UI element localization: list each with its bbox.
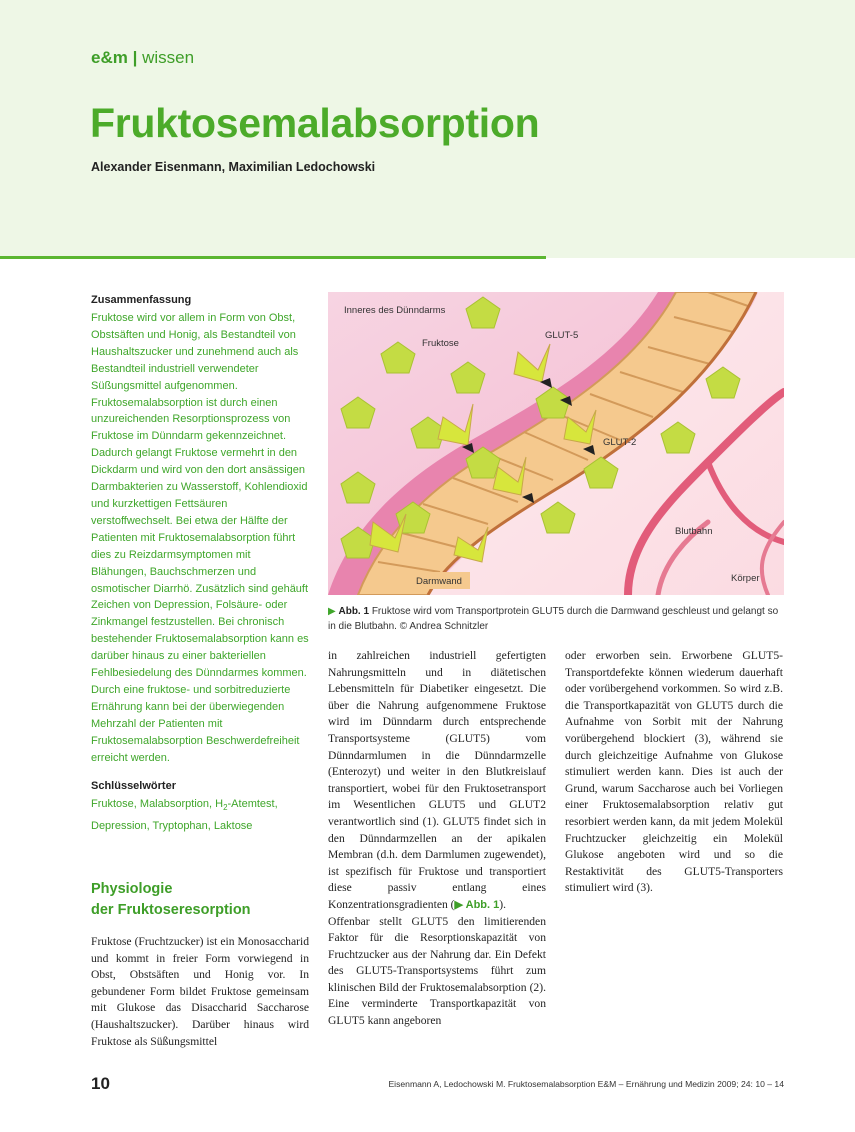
header-rule [0, 256, 546, 259]
figure-1 [328, 292, 784, 595]
label-fructose: Fruktose [422, 338, 459, 349]
figure-reference-link[interactable]: ▶ Abb. 1 [454, 898, 500, 911]
body-paragraph: Fruktose (Fruchtzucker) ist ein Monosaccharid und kommt in freier Form vorwiegend in Obst, Obstsäften und Honig vor. In gebundener Form bildet Fruktose gemeinsam mit Glukose das Disaccharid Saccharose (Haushaltszucker). Darüber hinaus wird Fruktose als Süßungsmittel [91, 935, 309, 1048]
body-text-span: ). [499, 897, 507, 911]
label-wall: Darmwand [416, 576, 462, 587]
keywords-part-2: -Atemtest, Depression, Tryptophan, Laktose [91, 798, 278, 832]
label-body: Körper [731, 573, 760, 584]
body-column-2 [328, 648, 546, 1030]
article-authors: Alexander Eisenmann, Maximilian Ledochowski [91, 160, 376, 174]
label-glut5: GLUT-5 [545, 330, 579, 341]
footer-citation: Eisenmann A, Ledochowski M. Fruktosemalabsorption E&M – Ernährung und Medizin 2009; 24: 10 – 14 [388, 1079, 784, 1089]
caption-text: Fruktose wird vom Transportprotein GLUT5 durch die Darmwand geschleust und gelangt so in die Blutbahn. © Andrea Schnitzler [328, 606, 779, 632]
section-separator: | [132, 48, 138, 67]
body-paragraph: Offenbar stellt GLUT5 den limitierenden Faktor für die Resorptionskapazität von Fruchtzucker aus der Nahrung dar. Ein Defekt des GLUT5-Transportsystems führt zum klinischen Bild der Fruktosemalabsorption (2). Eine verminderte Transportkapazität von GLUT5 kann angeboren [328, 914, 546, 1028]
label-blood: Blutbahn [675, 526, 713, 537]
summary-heading: Zusammenfassung [91, 294, 192, 306]
intestine-illustration [328, 292, 784, 595]
body-column-3 [565, 648, 783, 897]
keywords-part-1: Fruktose, Malabsorption, H [91, 798, 224, 811]
article-title: Fruktosemalabsorption [90, 100, 540, 146]
section-heading [91, 879, 311, 921]
abstract-column [91, 294, 309, 834]
caption-label: Abb. 1 [338, 606, 370, 617]
summary-text: Fruktose wird vor allem in Form von Obst, Obstsäften und Honig, als Bestandteil von Haushaltszucker und zunehmend auch als Bestandteil industriell verwendeter Süßungsmittel aufgenommen. Fruktosemalabsorption ist durch einen unzureichenden Resorptionsprozess von Fruktose im Dünndarm gekennzeichnet. Dadurch gelangt Fruktose vermehrt in den Dickdarm und wird von den dort ansässigen Darmbakterien zu Wasserstoff, Kohlendioxid und kurzkettigen Fettsäuren verstoffwechselt. Bei etwa der Hälfte der Patienten mit Fruktosemalabsorption führt dies zu Reizdarmsymptomen mit Blähungen, Bauchschmerzen und osmotischer Diarrhö. Zusätzlich sind gehäuft Zeichen von Depression, Folsäure- oder Zinkmangel festzustellen. Bei chronisch bestehender Fruktosemalabsorption kann es darüber hinaus zu einer bakteriellen Fehlbesiedelung des Dünndarmes kommen. Durch eine fruktose- und sorbitreduzierte Ernährung kann bei der überwiegenden Mehrzahl der Patienten mit Fruktosemalabsorption Beschwerdefreiheit erreicht werden. [91, 312, 309, 764]
label-lumen: Inneres des Dünndarms [344, 305, 446, 316]
section-heading-line-1: Physiologie [91, 881, 173, 897]
keywords-subscript: 2 [223, 803, 228, 813]
label-glut2: GLUT-2 [603, 437, 637, 448]
keywords-text [91, 796, 309, 834]
section-name: wissen [142, 48, 195, 67]
journal-brand: e&m [91, 48, 128, 67]
page-number: 10 [91, 1074, 110, 1093]
figure-caption [328, 604, 784, 634]
section-heading-line-2: der Fruktoseresorption [91, 902, 251, 918]
body-paragraph: oder erworben sein. Erworbene GLUT5-Transportdefekte können wiederum dauerhaft oder vorübergehend vorkommen. So wird z.B. die Transportkapazität von GLUT5 durch die Aufnahme von Sorbit mit der Nahrung vorübergehend blockiert (3), während sie durch gleichzeitige Aufnahme von Glukose stimuliert werden kann. Dies ist auch der Grund, warum Saccharose auch bei Vorliegen einer Fruktosemalabsorption relativ gut resorbiert werden kann, da mit jedem Molekül Fruchtzucker gleichzeitig ein Molekül Glukose angeboten wird und so die Restaktivität des GLUT5-Transporters stimuliert wird (3). [565, 649, 783, 895]
body-paragraph [328, 648, 546, 914]
keywords-heading: Schlüsselwörter [91, 780, 176, 793]
caption-marker: ▶ [328, 606, 336, 617]
body-column-1 [91, 934, 309, 1050]
body-text-span: in zahlreichen industriell gefertigten Nahrungsmitteln und in diätetischen Lebensmitteln für Diabetiker eingesetzt. Die über die Nahrung aufgenommene Fruktose wird im Dünndarm durch entsprechende Transportsysteme (GLUT5) vom Dünndarmlumen in die Dünndarmzelle (Enterozyt) und weiter in den Blutkreislauf transportiert, wobei für den Fruktosetransport im Wesentlichen GLUT5 und GLUT2 verantwortlich sind (1). GLUT5 findet sich in den Dünndarmzellen an der apikalen Membran (d.h. dem Darmlumen zugewendet), ist spezifisch für Fruktose und transportiert diese passiv entlang eines Konzentrationsgradienten ( [328, 649, 546, 911]
section-tag [91, 48, 194, 68]
